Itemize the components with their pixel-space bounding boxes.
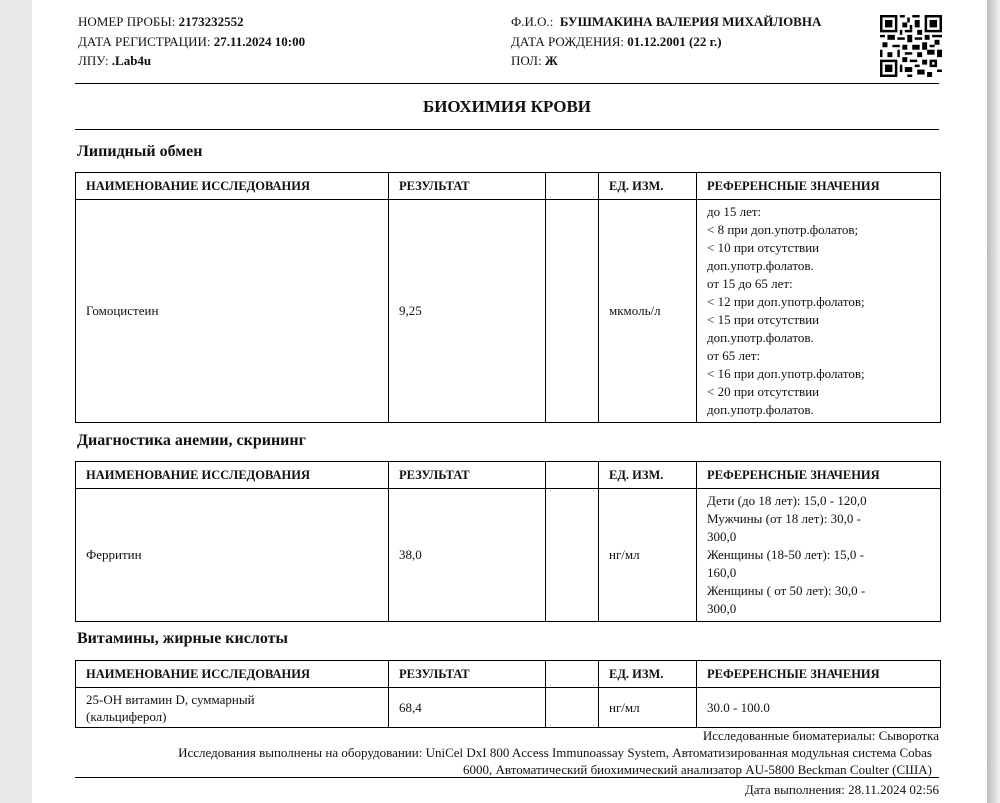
qr-code-icon [880, 15, 942, 77]
footer-divider [75, 777, 939, 778]
col-name: НАИМЕНОВАНИЕ ИССЛЕДОВАНИЯ [76, 462, 389, 489]
test-flag [546, 489, 599, 622]
biomaterial-note: Исследованные биоматериалы: Сыворотка [702, 728, 939, 743]
col-result: РЕЗУЛЬТАТ [389, 462, 546, 489]
execution-date: Дата выполнения: 28.11.2024 02:56 [744, 782, 939, 797]
col-unit: ЕД. ИЗМ. [599, 661, 697, 688]
table-header-row [76, 462, 941, 489]
test-flag [546, 688, 599, 728]
birth-date: ДАТА РОЖДЕНИЯ: 01.12.2001 (22 г.) [511, 34, 722, 49]
col-flag [546, 661, 599, 688]
anemia-table [75, 461, 941, 622]
test-reference: до 15 лет: < 8 при доп.употр.фолатов; < 10 при отсутствии доп.употр.фолатов. от 15 до 65 лет: < 12 при доп.употр.фолатов; < 15 при отсутствии доп.употр.фолатов. от 65 лет: < 16 при доп.употр.фолатов; < 20 при отсутствии доп.употр.фолатов. [697, 200, 941, 423]
test-unit: мкмоль/л [599, 200, 697, 423]
test-unit: нг/мл [599, 688, 697, 728]
registration-date: ДАТА РЕГИСТРАЦИИ: 27.11.2024 10:00 [78, 34, 306, 49]
sex: ПОЛ: Ж [511, 53, 558, 68]
test-result: 38,0 [389, 489, 546, 622]
test-name: Ферритин [76, 489, 389, 622]
header-divider [75, 83, 939, 84]
test-name: 25-OH витамин D, суммарный (кальциферол) [76, 688, 389, 728]
col-flag [546, 173, 599, 200]
lipid-table [75, 172, 941, 423]
table-row [76, 489, 941, 622]
test-reference: 30.0 - 100.0 [697, 688, 941, 728]
equipment-note-line1: Исследования выполнены на оборудовании: UniCel DxI 800 Access Immunoassay System, Автоматизированная модульная система Cobas [178, 745, 932, 760]
section-title-vitamins: Витамины, жирные кислоты [77, 630, 288, 647]
patient-name: Ф.И.О.: БУШМАКИНА ВАЛЕРИЯ МИХАЙЛОВНА [511, 14, 822, 29]
table-row [76, 200, 941, 423]
test-name: Гомоцистеин [76, 200, 389, 423]
page-edge-shadow [987, 0, 1000, 803]
table-header-row [76, 173, 941, 200]
equipment-note-line2: 6000, Автоматический биохимический анализатор AU-5800 Beckman Coulter (США) [463, 762, 932, 777]
test-reference: Дети (до 18 лет): 15,0 - 120,0 Мужчины (от 18 лет): 30,0 - 300,0 Женщины (18-50 лет): 15,0 - 160,0 Женщины ( от 50 лет): 30,0 - 300,0 [697, 489, 941, 622]
test-flag [546, 200, 599, 423]
sample-number: НОМЕР ПРОБЫ: 2173232552 [78, 14, 244, 29]
section-title-anemia: Диагностика анемии, скрининг [77, 432, 306, 449]
col-name: НАИМЕНОВАНИЕ ИССЛЕДОВАНИЯ [76, 661, 389, 688]
section-title-lipid: Липидный обмен [77, 143, 203, 160]
col-result: РЕЗУЛЬТАТ [389, 173, 546, 200]
test-unit: нг/мл [599, 489, 697, 622]
col-flag [546, 462, 599, 489]
table-row [76, 688, 941, 728]
col-ref: РЕФЕРЕНСНЫЕ ЗНАЧЕНИЯ [697, 661, 941, 688]
lpu: ЛПУ: .Lab4u [78, 53, 152, 68]
test-result: 9,25 [389, 200, 546, 423]
col-name: НАИМЕНОВАНИЕ ИССЛЕДОВАНИЯ [76, 173, 389, 200]
test-result: 68,4 [389, 688, 546, 728]
vitamins-table [75, 660, 941, 728]
title-divider [75, 129, 939, 130]
col-unit: ЕД. ИЗМ. [599, 173, 697, 200]
col-unit: ЕД. ИЗМ. [599, 462, 697, 489]
col-result: РЕЗУЛЬТАТ [389, 661, 546, 688]
page-title: БИОХИМИЯ КРОВИ [422, 97, 592, 116]
col-ref: РЕФЕРЕНСНЫЕ ЗНАЧЕНИЯ [697, 173, 941, 200]
col-ref: РЕФЕРЕНСНЫЕ ЗНАЧЕНИЯ [697, 462, 941, 489]
table-header-row [76, 661, 941, 688]
